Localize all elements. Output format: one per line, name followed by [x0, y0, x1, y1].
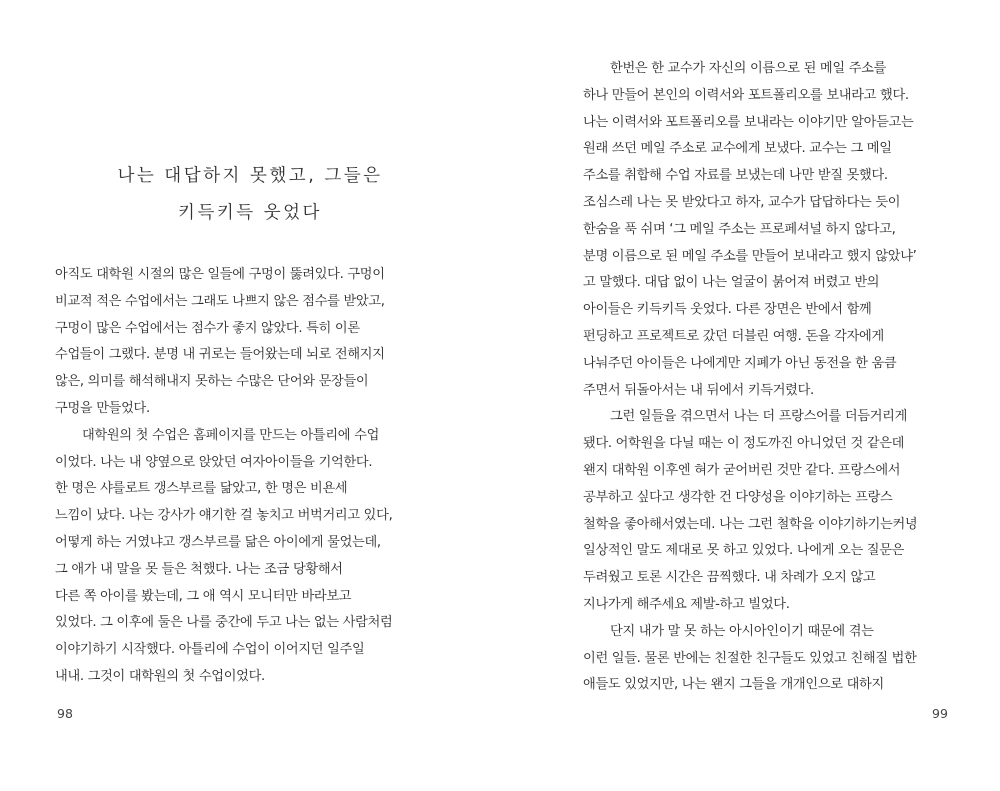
page-number: 98 — [57, 706, 73, 721]
text-line: 있었다. 그 이후에 둘은 나를 중간에 두고 나는 없는 사람처럼 — [55, 615, 393, 631]
text-line: 대학원의 첫 수업은 홈페이지를 만드는 아틀리에 수업 — [82, 427, 380, 443]
text-line: 구멍을 만들었다. — [55, 400, 150, 416]
text-line: 주면서 뒤돌아서는 내 뒤에서 키득거렸다. — [583, 382, 814, 398]
text-line: 아직도 대학원 시절의 많은 일들에 구멍이 뚫려있다. 구멍이 — [55, 267, 385, 282]
text-line: 수업들이 그랬다. 분명 내 귀로는 들어왔는데 뇌로 전해지지 — [55, 347, 385, 363]
text-line: 나눠주던 아이들은 나에게만 지폐가 아닌 동전을 한 움큼 — [583, 355, 897, 371]
text-line: 단지 내가 말 못 하는 아시아인이기 때문에 겪는 — [610, 623, 874, 639]
text-line: 왠지 대학원 이후엔 혀가 굳어버린 것만 같다. 프랑스에서 — [583, 462, 901, 478]
text-line: 지나가게 해주세요 제발-하고 빌었다. — [583, 596, 790, 612]
text-line: 나는 이력서와 포트폴리오를 보내라는 이야기만 알아듣고는 — [583, 114, 914, 130]
text-line: 그런 일들을 겪으면서 나는 더 프랑스어를 더듬거리게 — [610, 409, 908, 425]
text-line: 주소를 취합해 수업 자료를 보냈는데 나만 받질 못했다. — [583, 168, 888, 184]
text-line: 구멍이 많은 수업에서는 점수가 좋지 않았다. 특히 이론 — [55, 320, 360, 336]
left-page-body — [55, 262, 423, 691]
right-page-body — [583, 56, 948, 699]
text-line: 그 애가 내 말을 못 들은 척했다. 나는 조금 당황해서 — [55, 561, 343, 577]
text-line: 다른 쪽 아이를 봤는데, 그 애 역시 모니터만 바라보고 — [55, 588, 352, 604]
text-line: 한번은 한 교수가 자신의 이름으로 된 메일 주소를 — [610, 61, 887, 76]
text-line: 공부하고 싶다고 생각한 건 다양성을 이야기하는 프랑스 — [583, 489, 893, 505]
page-number: 99 — [932, 706, 948, 721]
text-line: 철학을 좋아해서였는데. 나는 그런 철학을 이야기하기는커녕 — [583, 516, 918, 532]
text-line: 이런 일들. 물론 반에는 친절한 친구들도 있었고 친해질 법한 — [583, 650, 917, 666]
text-line: 분명 이름으로 된 메일 주소를 만들어 보내라고 했지 않았냐’ — [583, 248, 917, 264]
text-line: 이야기하기 시작했다. 아틀리에 수업이 이어지던 일주일 — [55, 642, 365, 658]
text-line: 펀딩하고 프로젝트로 갔던 더블린 여행. 돈을 각자에게 — [583, 328, 884, 344]
text-line: 않은, 의미를 해석해내지 못하는 수많은 단어와 문장들이 — [55, 374, 369, 390]
text-line: 한 명은 샤를로트 갱스부르를 닮았고, 한 명은 비욘세 — [55, 481, 348, 497]
text-line: 애들도 있었지만, 나는 왠지 그들을 개개인으로 대하지 — [583, 677, 884, 693]
text-line: 하나 만들어 본인의 이력서와 포트폴리오를 보내라고 했다. — [583, 87, 909, 103]
text-line: 아이들은 키득키득 웃었다. 다른 장면은 반에서 함께 — [583, 302, 872, 318]
text-line: 한숨을 푹 쉬며 ‘그 메일 주소는 프로페셔널 하지 않다고, — [583, 221, 896, 237]
chapter-title — [55, 158, 445, 232]
text-line: 내내. 그것이 대학원의 첫 수업이었다. — [55, 668, 265, 684]
text-line: 일상적인 말도 제대로 못 하고 있었다. 나에게 오는 질문은 — [583, 543, 905, 559]
right-page — [500, 0, 1000, 791]
text-line: 원래 쓰던 메일 주소로 교수에게 보냈다. 교수는 그 메일 — [583, 141, 892, 157]
chapter-title-line: 나는 대답하지 못했고, 그들은 — [117, 166, 383, 186]
text-line: 어떻게 하는 거였냐고 갱스부르를 닮은 아이에게 물었는데, — [55, 534, 381, 550]
chapter-title-line: 키득키득 웃었다 — [178, 203, 322, 223]
text-line: 두려웠고 토론 시간은 끔찍했다. 내 차례가 오지 않고 — [583, 570, 876, 586]
text-line: 고 말했다. 대답 없이 나는 얼굴이 붉어져 버렸고 반의 — [583, 275, 880, 291]
text-line: 이었다. 나는 내 양옆으로 앉았던 여자아이들을 기억한다. — [55, 454, 373, 470]
text-line: 느낌이 났다. 나는 강사가 얘기한 걸 놓치고 버벅거리고 있다, — [55, 508, 393, 524]
text-line: 비교적 적은 수업에서는 그래도 나쁘지 않은 점수를 받았고, — [55, 293, 385, 309]
text-line: 됐다. 어학원을 다닐 때는 이 정도까진 아니었던 것 같은데 — [583, 436, 905, 452]
text-line: 조심스레 나는 못 받았다고 하자, 교수가 답답하다는 듯이 — [583, 194, 901, 210]
